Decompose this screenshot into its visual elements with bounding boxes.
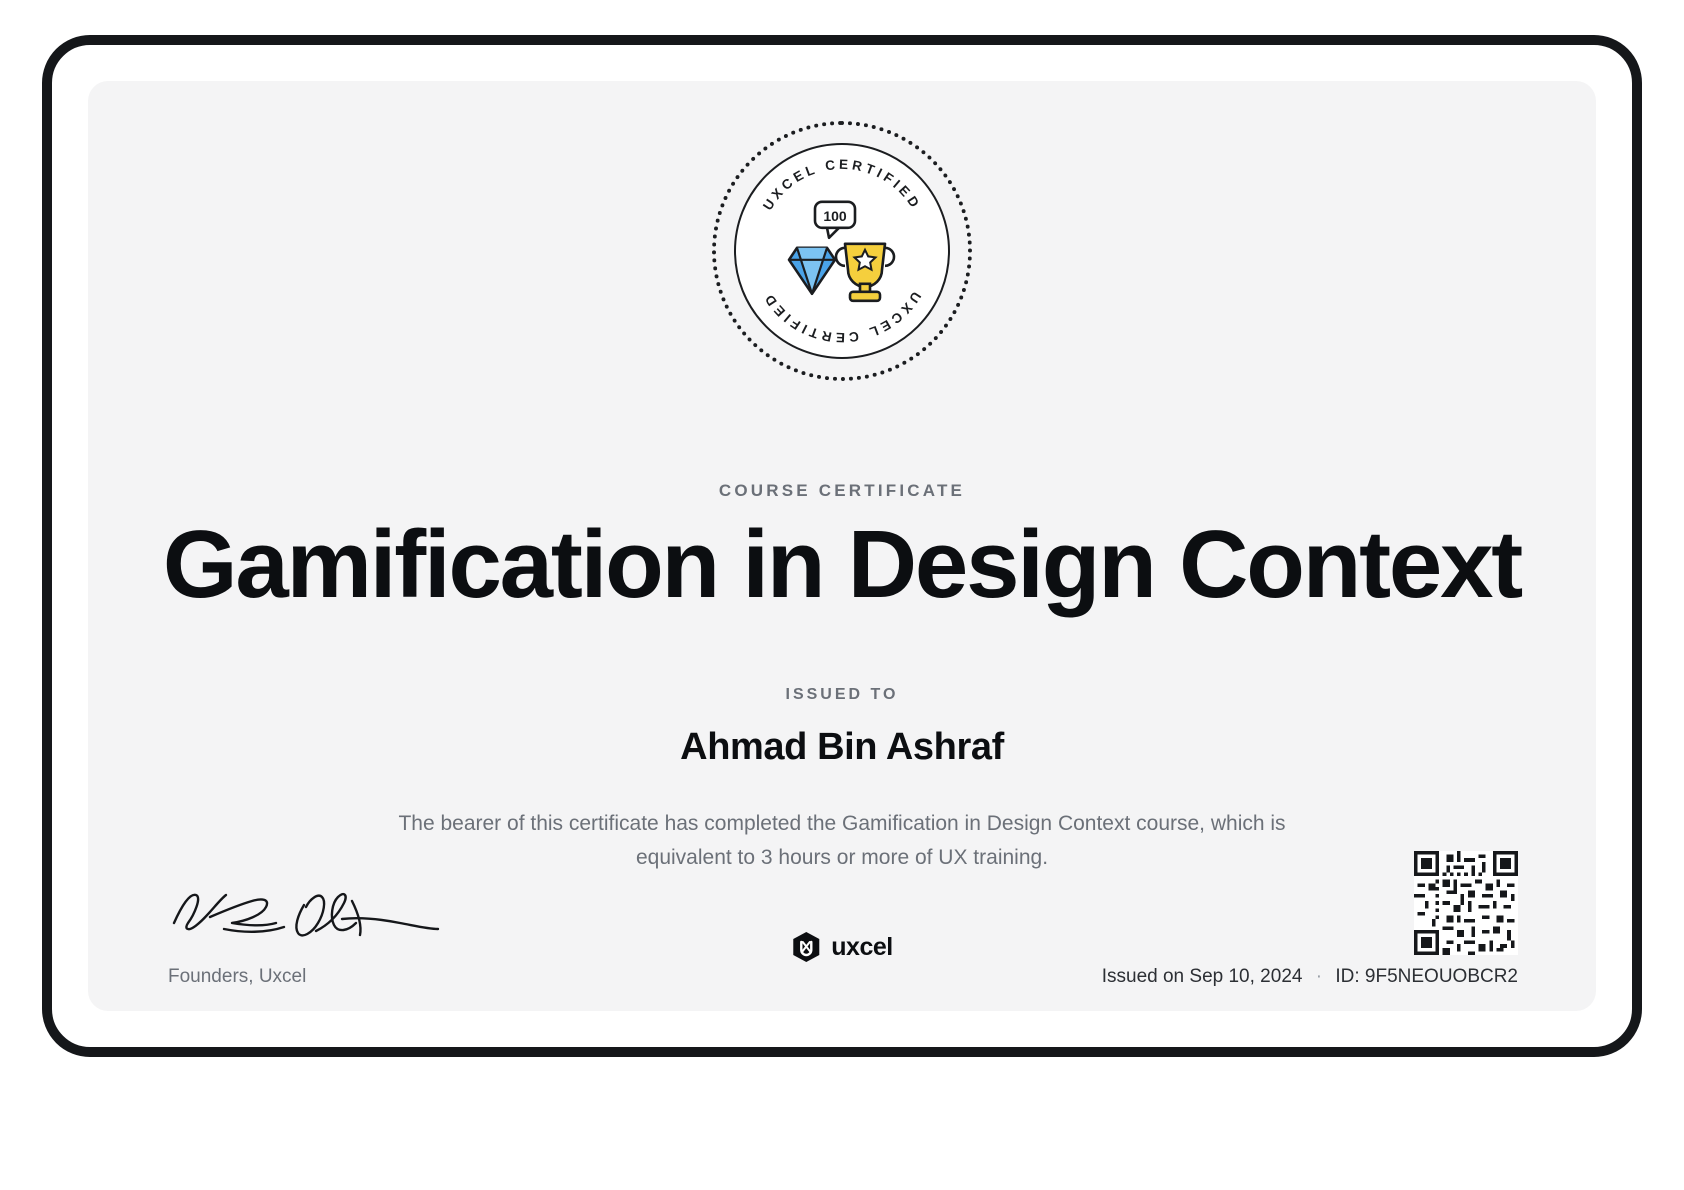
brand-name: uxcel: [831, 932, 893, 961]
seal-text-bottom: UXCEL CERTIFIED: [759, 289, 925, 346]
certificate-meta: [1102, 966, 1518, 988]
page-title: Gamification in Design Context: [162, 511, 1522, 618]
seal-text-top: UXCEL CERTIFIED: [759, 156, 925, 213]
certificate-frame: [42, 35, 1642, 1057]
svg-text:100: 100: [823, 207, 847, 224]
eyebrow-label: COURSE CERTIFICATE: [718, 481, 966, 500]
meta-separator: ·: [1315, 966, 1323, 987]
verification-qr-code[interactable]: [1414, 851, 1518, 955]
uxcel-mark-icon: [791, 931, 821, 963]
issued-to-label: ISSUED TO: [785, 686, 899, 703]
issue-date: Issued on Sep 10, 2024: [1101, 966, 1303, 987]
signature-icon: [166, 871, 456, 951]
certificate-body: [88, 81, 1596, 1011]
recipient-name: Ahmad Bin Ashraf: [680, 726, 1004, 768]
certification-seal: [712, 121, 972, 381]
certificate-description: The bearer of this certificate has completed the Gamification in Design Context course, which is equivalent to 3 hours or more of UX training.: [398, 812, 1286, 870]
signature-caption: Founders, Uxcel: [168, 966, 307, 987]
trophy-diamond-icon: [767, 196, 917, 316]
certificate-id: ID: 9F5NEOUOBCR2: [1335, 966, 1518, 987]
brand-logo: [791, 931, 892, 963]
